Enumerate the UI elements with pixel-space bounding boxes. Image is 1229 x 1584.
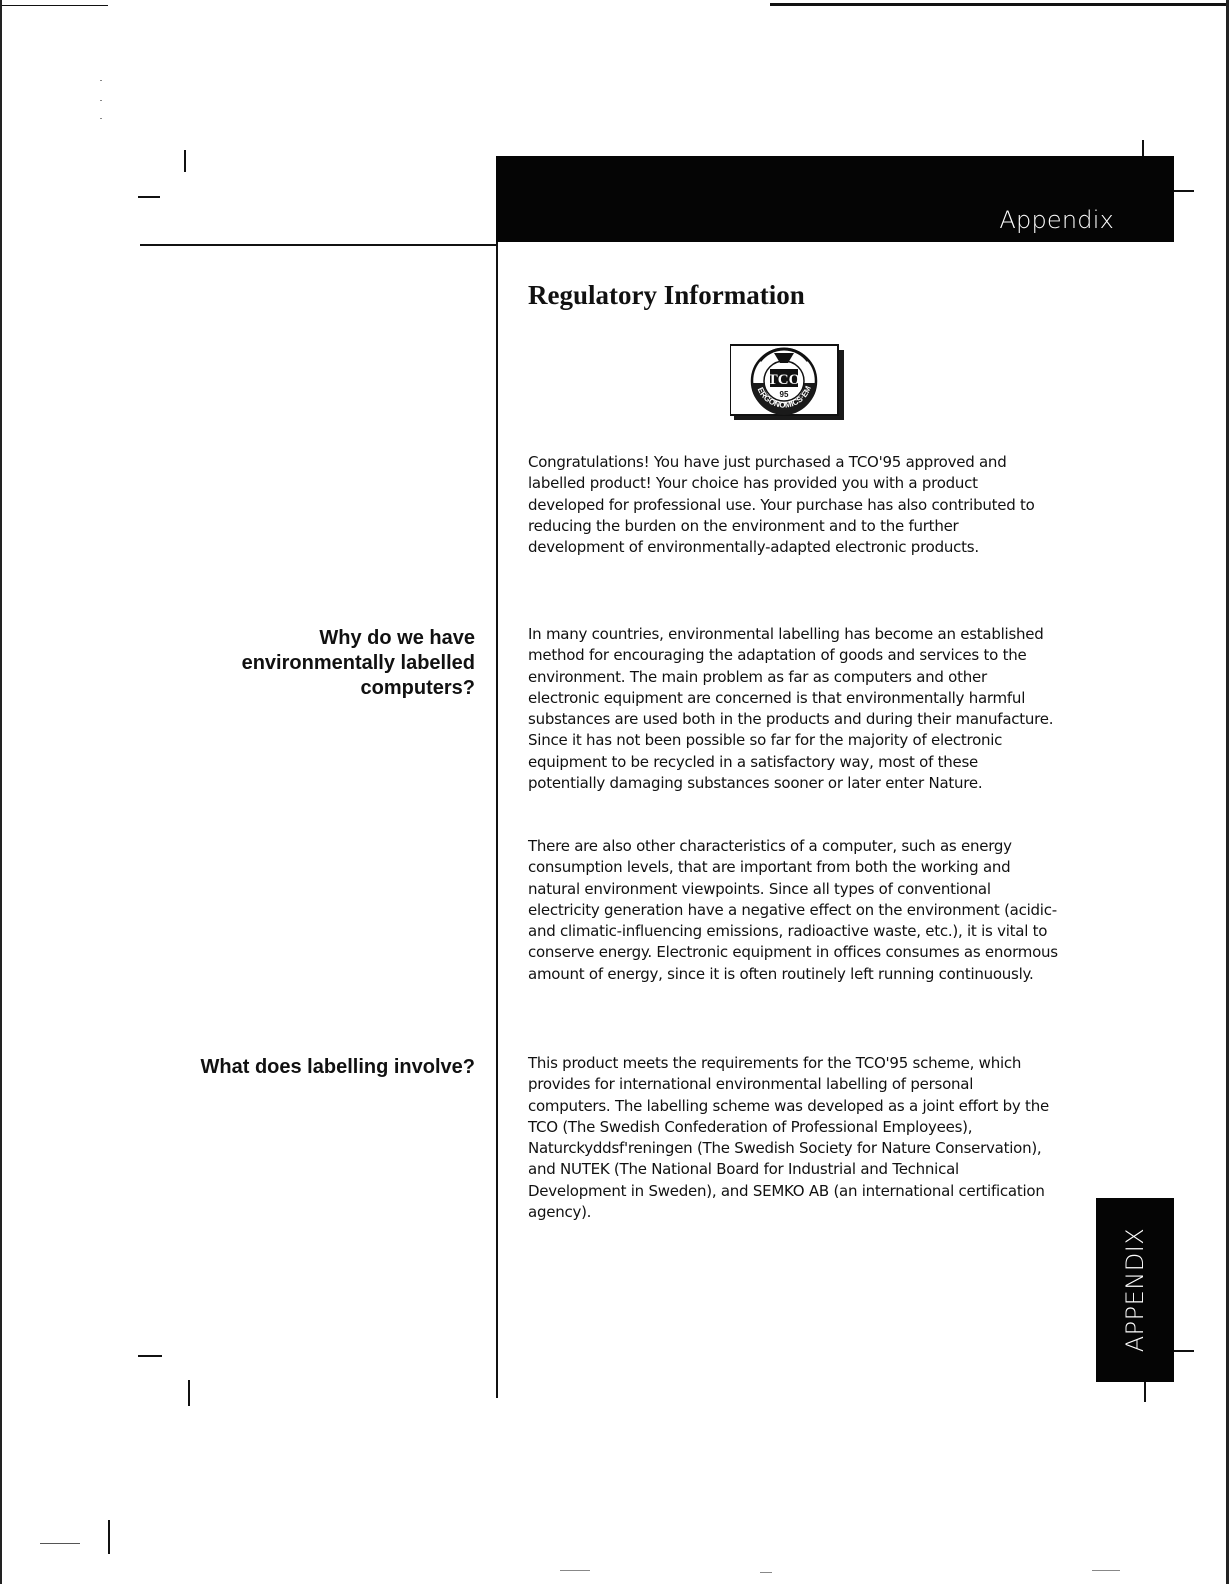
section-title: Appendix [999, 206, 1114, 234]
crop-mark-vertical-top-right [1142, 140, 1144, 156]
section-heading-why-labelled: Why do we have environmentally labelled computers? [241, 627, 475, 699]
page-title: Regulatory Information [528, 280, 805, 310]
scan-dot [100, 100, 102, 101]
left-page-edge [0, 0, 2, 1584]
scan-dot [100, 118, 102, 119]
scan-dot [1092, 1570, 1120, 1571]
crop-mark-horizontal-bottom [138, 1355, 162, 1357]
logo-ring-text: ERGONOMICS·EM [755, 384, 813, 410]
scan-dot [560, 1570, 590, 1571]
logo-year-text: 95 [779, 390, 789, 399]
top-left-rule [0, 5, 108, 6]
column-divider [496, 156, 498, 1398]
crop-mark-vertical-bottom-right [1144, 1382, 1146, 1402]
crop-mark-vertical-top [184, 150, 186, 172]
intro-paragraph: Congratulations! You have just purchased a TCO'95 approved and labelled product! Your choice has provided you with a product developed for professional use. Your purchase has also contributed to reducing the burden on the environment and to the further development of environmentally-adapted electronic products. [528, 453, 1035, 557]
header-rule [140, 244, 496, 246]
crop-mark-horizontal-top [138, 196, 160, 198]
appendix-side-tab-label: APPENDIX [1121, 1227, 1149, 1353]
section-what-paragraph-1: This product meets the requirements for the TCO'95 scheme, which provides for international environmental labelling of personal computers. The labelling scheme was developed as a joint effort by the TCO (The Swedish Confederation of Professional Employees), Naturckyddsf'reningen (The Swedish Society for Nature Conservation), and NUTEK (The National Board for Industrial and Technical Development in Sweden), and SEMKO AB (an international certification agency). [528, 1054, 1049, 1222]
crop-mark-horizontal-bottom-right [1174, 1350, 1194, 1352]
bottom-left-mark [108, 1520, 110, 1554]
crop-mark-vertical-bottom [188, 1380, 190, 1406]
top-right-rule [770, 3, 1229, 6]
scan-dot [100, 80, 102, 81]
section-header-bar [496, 156, 1174, 242]
logo-center-text: TCO [767, 372, 801, 388]
section-heading-what-labelling: What does labelling involve? [200, 1056, 475, 1078]
section-why-paragraph-2: There are also other characteristics of a computer, such as energy consumption levels, that are important from both the working and natural environment viewpoints. Since all types of conventional electricity generation have a negative effect on the environment (acidic- and climatic-influencing emissions, radioactive waste, etc.), it is vital to conserve energy. Electronic equipment in offices consumes as enormous amount of energy, since it is often routinely left running continuously. [528, 837, 1058, 983]
tco-95-logo [730, 343, 848, 423]
scan-dot [760, 1572, 772, 1573]
appendix-side-tab [1096, 1198, 1174, 1382]
tco-95-logo-icon [730, 343, 848, 423]
bottom-left-dash [40, 1543, 80, 1544]
crop-mark-horizontal-top-right [1174, 190, 1194, 192]
section-why-paragraph-1: In many countries, environmental labelling has become an established method for encouraging the adaptation of goods and services to the environment. The main problem as far as computers and other electronic equipment are concerned is that environmentally harmful substances are used both in the products and during their manufacture. Since it has not been possible so far for the majority of electronic equipment to be recycled in a satisfactory way, most of these potentially damaging substances sooner or later enter Nature. [528, 625, 1054, 793]
